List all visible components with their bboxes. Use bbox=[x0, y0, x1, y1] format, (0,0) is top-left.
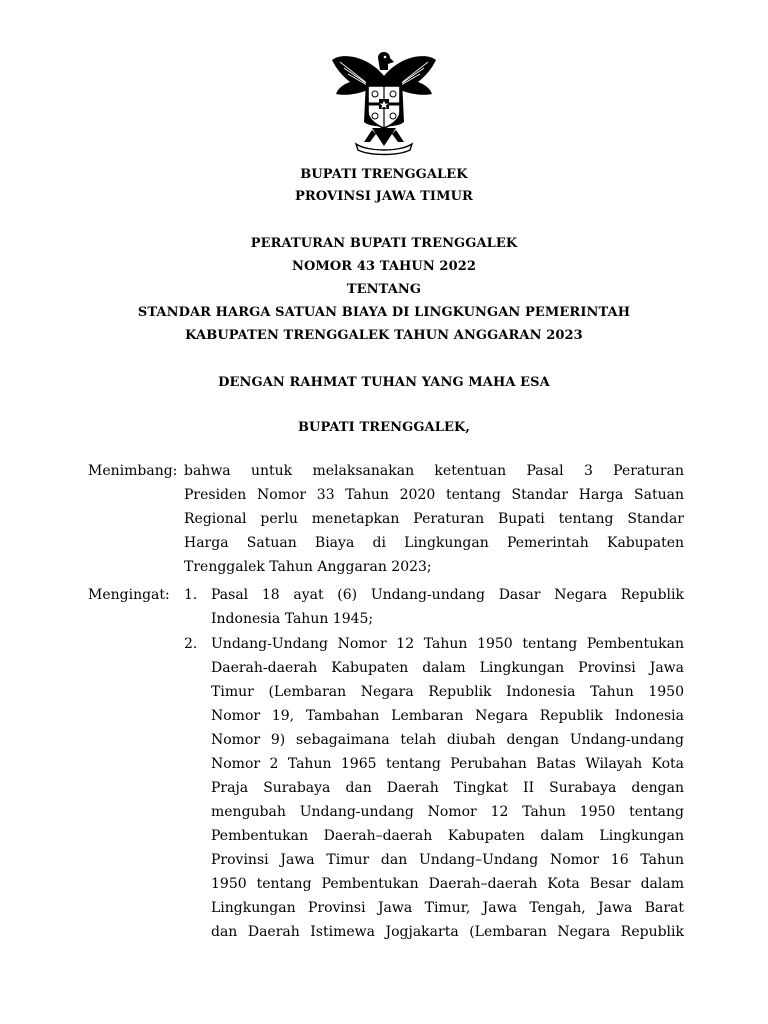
mengingat-item-2-text bbox=[211, 632, 684, 944]
mengingat-item-number: 2. bbox=[184, 636, 198, 652]
regulation-number: NOMOR 43 TAHUN 2022 bbox=[291, 259, 477, 274]
mengingat-label: Mengingat: bbox=[88, 587, 170, 603]
menimbang-line: Harga Satuan Biaya di Lingkungan Pemerintah Kabupaten bbox=[184, 535, 684, 551]
preamble: DENGAN RAHMAT TUHAN YANG MAHA ESA bbox=[218, 375, 550, 390]
mengingat-item-line: Praja Surabaya dan Daerah Tingkat II Surabaya dengan bbox=[211, 780, 684, 796]
menimbang-line: Presiden Nomor 33 Tahun 2020 tentang Standar Harga Satuan bbox=[184, 487, 684, 503]
province-title: PROVINSI JAWA TIMUR bbox=[295, 189, 473, 204]
mengingat-item-line: Nomor 19, Tambahan Lembaran Negara Republik Indonesia bbox=[211, 708, 684, 724]
mengingat-item-line: Nomor 2 Tahun 1965 tentang Perubahan Batas Wilayah Kota bbox=[211, 756, 684, 772]
menimbang-label: Menimbang: bbox=[88, 463, 178, 479]
menimbang-line: Regional perlu menetapkan Peraturan Bupati tentang Standar bbox=[184, 511, 684, 527]
mengingat-item-line: Indonesia Tahun 1945; bbox=[211, 611, 374, 627]
mengingat-item-line: mengubah Undang-undang Nomor 12 Tahun 1950 tentang bbox=[211, 804, 684, 820]
authority: BUPATI TRENGGALEK, bbox=[297, 420, 471, 435]
mengingat-item-1-text bbox=[211, 583, 684, 631]
mengingat-item-line: Provinsi Jawa Timur dan Undang–Undang Nomor 16 Tahun bbox=[211, 852, 684, 868]
mengingat-item-line: Pasal 18 ayat (6) Undang-undang Dasar Negara Republik bbox=[211, 587, 684, 603]
mengingat-item-line: 1950 tentang Pembentukan Daerah–daerah Kota Besar dalam bbox=[211, 876, 684, 892]
mengingat-item-line: Pembentukan Daerah–daerah Kabupaten dalam Lingkungan bbox=[211, 828, 684, 844]
garuda-emblem-icon bbox=[328, 46, 440, 158]
mengingat-item-number: 1. bbox=[184, 587, 198, 603]
regulation-title: PERATURAN BUPATI TRENGGALEK bbox=[250, 236, 518, 251]
mengingat-item-line: Timur (Lembaran Negara Republik Indonesia Tahun 1950 bbox=[211, 684, 684, 700]
mengingat-item-line: dan Daerah Istimewa Jogjakarta (Lembaran Negara Republik bbox=[211, 924, 684, 940]
regulation-subject-line-1: STANDAR HARGA SATUAN BIAYA DI LINGKUNGAN PEMERINTAH bbox=[137, 305, 631, 320]
menimbang-line: Trenggalek Tahun Anggaran 2023; bbox=[184, 559, 432, 575]
regent-title: BUPATI TRENGGALEK bbox=[300, 167, 468, 182]
menimbang-text bbox=[184, 459, 684, 579]
mengingat-item-line: Undang-Undang Nomor 12 Tahun 1950 tentang Pembentukan bbox=[211, 636, 684, 652]
mengingat-item-line: Lingkungan Provinsi Jawa Timur, Jawa Tengah, Jawa Barat bbox=[211, 900, 684, 916]
mengingat-item-line: Nomor 9) sebagaimana telah diubah dengan Undang-undang bbox=[211, 732, 684, 748]
regulation-about: TENTANG bbox=[346, 282, 422, 297]
mengingat-item-line: Daerah-daerah Kabupaten dalam Lingkungan Provinsi Jawa bbox=[211, 660, 684, 676]
menimbang-line: bahwa untuk melaksanakan ketentuan Pasal 3 Peraturan bbox=[184, 463, 684, 479]
regulation-subject-line-2: KABUPATEN TRENGGALEK TAHUN ANGGARAN 2023 bbox=[185, 328, 583, 343]
